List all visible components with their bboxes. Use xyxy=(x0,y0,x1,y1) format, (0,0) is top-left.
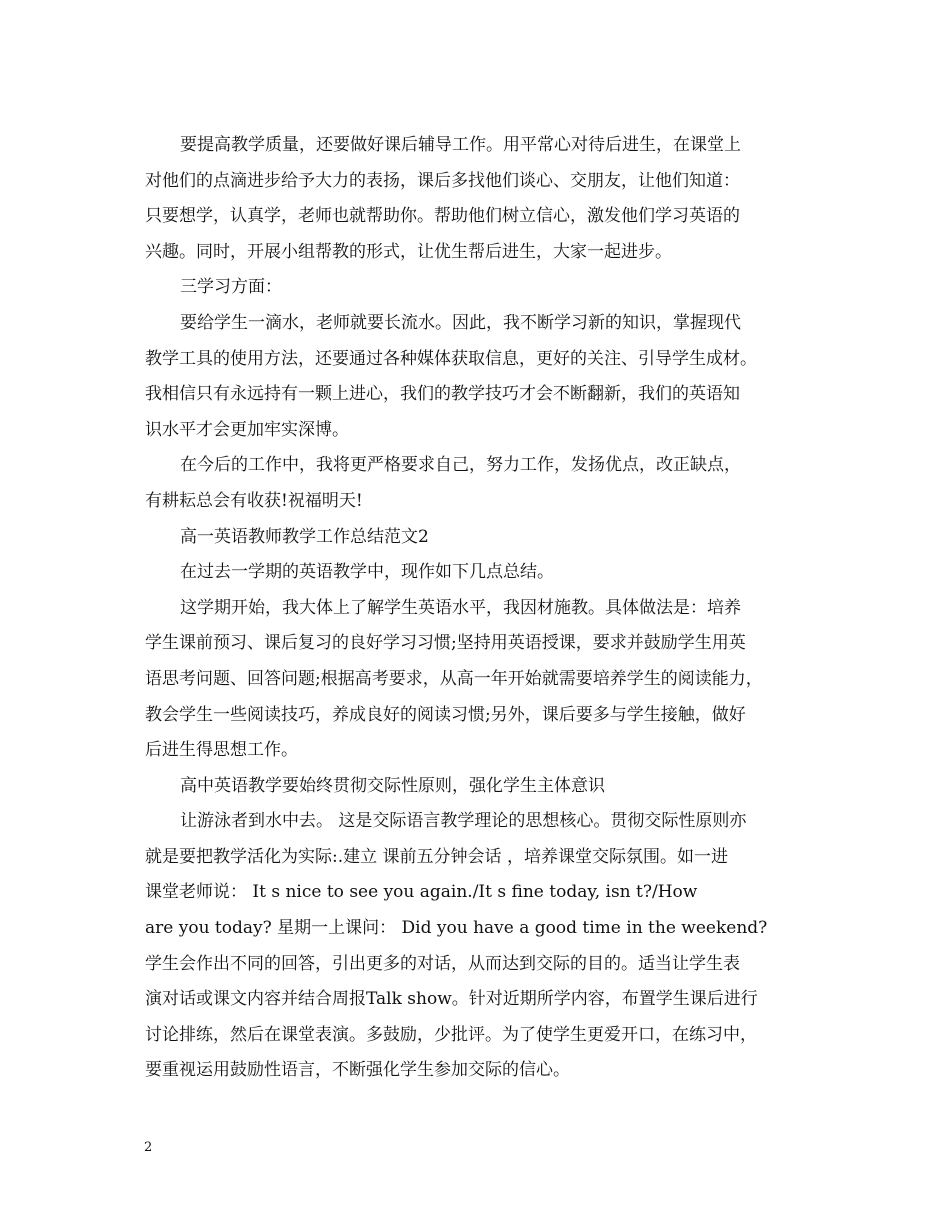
paragraph-line: are you today? 星期一上课问： Did you have a good time in the weekend? xyxy=(145,918,768,939)
paragraph-line: 教会学生一些阅读技巧，养成良好的阅读习惯;另外，课后要多与学生接触，做好 xyxy=(145,704,746,725)
paragraph-line: 讨论排练，然后在课堂表演。多鼓励，少批评。为了使学生更爱开口，在练习中， xyxy=(145,1024,757,1045)
document-body xyxy=(145,128,825,1089)
paragraph-line: 课堂老师说： It s nice to see you again./It s fine today, isn t?/How xyxy=(145,882,698,903)
paragraph-line: 学生课前预习、课后复习的良好学习习惯;坚持用英语授课，要求并鼓励学生用英 xyxy=(145,633,746,654)
paragraph-line: 有耕耘总会有收获!祝福明天! xyxy=(145,490,363,511)
paragraph-line: 在过去一学期的英语教学中，现作如下几点总结。 xyxy=(180,562,554,583)
paragraph-line: 要提高教学质量，还要做好课后辅导工作。用平常心对待后进生，在课堂上 xyxy=(180,135,741,155)
section-heading: 高中英语教学要始终贯彻交际性原则，强化学生主体意识 xyxy=(180,775,605,796)
page-number: 2 xyxy=(144,1140,153,1155)
paragraph-line: 教学工具的使用方法，还要通过各种媒体获取信息，更好的关注、引导学生成材。 xyxy=(145,348,757,369)
document-title: 高一英语教师教学工作总结范文2 xyxy=(180,526,429,547)
paragraph-line: 让游泳者到水中去。 这是交际语言教学理论的思想核心。贯彻交际性原则亦 xyxy=(180,811,747,832)
paragraph-line: 就是要把教学活化为实际:.建立 课前五分钟会话 ，培养课堂交际氛围。如一进 xyxy=(145,846,728,867)
paragraph-line: 在今后的工作中，我将更严格要求自己，努力工作，发扬优点，改正缺点， xyxy=(180,455,741,476)
paragraph-line: 学生会作出不同的回答，引出更多的对话，从而达到交际的目的。适当让学生表 xyxy=(145,953,740,974)
section-heading: 三学习方面： xyxy=(180,277,282,298)
paragraph-line: 要给学生一滴水，老师就要长流水。因此，我不断学习新的知识，掌握现代 xyxy=(180,312,741,333)
paragraph-line: 这学期开始，我大体上了解学生英语水平，我因材施教。具体做法是：培养 xyxy=(180,597,741,618)
paragraph-line: 识水平才会更加牢实深博。 xyxy=(145,419,349,440)
paragraph-line: 我相信只有永远持有一颗上进心，我们的教学技巧才会不断翻新，我们的英语知 xyxy=(145,384,740,405)
paragraph-line: 语思考问题、回答问题;根据高考要求，从高一年开始就需要培养学生的阅读能力， xyxy=(145,668,763,689)
paragraph-line: 要重视运用鼓励性语言，不断强化学生参加交际的信心。 xyxy=(145,1060,570,1081)
paragraph-line: 兴趣。同时，开展小组帮教的形式，让优生帮后进生，大家一起进步。 xyxy=(145,241,672,262)
paragraph-line: 后进生得思想工作。 xyxy=(145,740,298,761)
paragraph-line: 只要想学，认真学，老师也就帮助你。帮助他们树立信心，激发他们学习英语的 xyxy=(145,206,740,227)
paragraph-line: 演对话或课文内容并结合周报Talk show。针对近期所学内容，布置学生课后进行 xyxy=(145,989,758,1010)
paragraph-line: 对他们的点滴进步给予大力的表扬，课后多找他们谈心、交朋友，让他们知道： xyxy=(145,170,740,191)
